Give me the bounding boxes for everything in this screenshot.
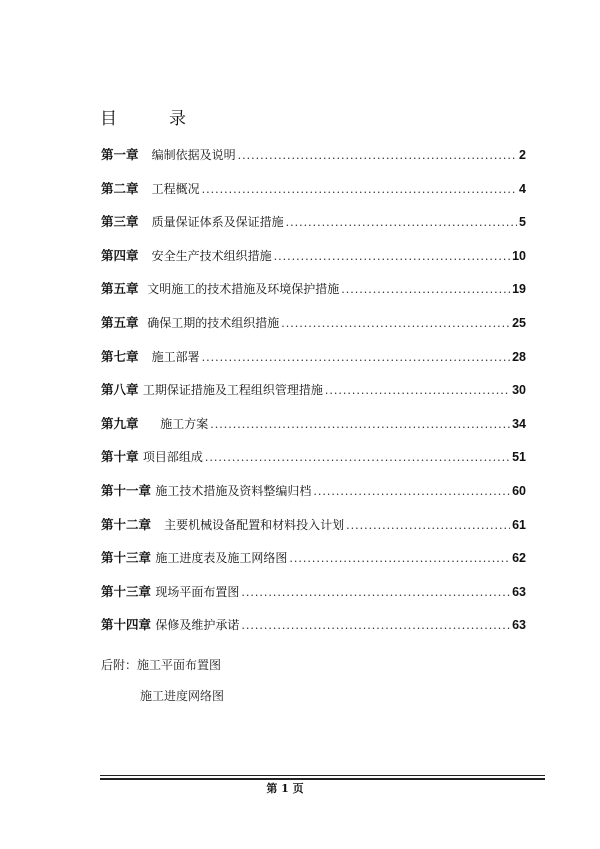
toc-entry-4[interactable] [101,246,526,280]
toc-entry-title: 工期保证措施及工程组织管理措施 [142,383,323,398]
toc-entry-title: 确保工期的技术组织措施 [147,315,280,330]
appendix-line-1: 后附：施工平面布置图 [101,658,222,672]
toc-leader-dots [241,619,510,632]
toc-chapter: 第一章 [101,147,139,162]
toc-chapter: 第十四章 [101,617,152,633]
toc-page-number: 25 [512,315,526,330]
toc-chapter: 第四章 [101,247,139,263]
toc-entry-title: 施工进度表及施工网络图 [155,551,288,566]
toc-page-number: 30 [512,383,526,398]
toc-chapter: 第九章 [101,415,139,431]
toc-entry-5[interactable] [101,279,526,313]
toc-heading-right: 录 [169,109,186,129]
toc-chapter: 第十三章 [101,550,152,566]
toc-leader-dots [205,451,510,464]
toc-heading [100,104,186,129]
toc-entry-title: 项目部组成 [142,450,203,465]
toc-page-number: 28 [512,349,526,364]
toc-chapter: 第十三章 [101,583,152,599]
toc-entry-title: 主要机械设备配置和材料投入计划 [164,517,345,532]
toc-chapter: 第三章 [101,214,139,230]
toc-entry-title: 施工技术措施及资料整编归档 [155,483,312,498]
toc-page-number: 60 [512,483,526,498]
toc-page-number: 10 [512,248,526,263]
toc-chapter: 第二章 [101,180,139,196]
toc-entry-title: 文明施工的技术措施及环境保护措施 [147,282,340,297]
toc-page-number: 34 [512,416,526,431]
toc-leader-dots [210,418,510,431]
appendix-line-2: 施工进度网络图 [140,689,225,703]
toc-leader-dots [289,552,510,565]
toc-leader-dots [325,384,510,397]
toc-chapter: 第八章 [101,382,139,398]
toc-entry-6[interactable] [101,313,526,347]
toc-entry-title: 施工方案 [160,416,209,431]
toc-page-number: 51 [512,450,526,465]
toc-page-number: 63 [512,618,526,633]
toc-page-number: 63 [512,584,526,599]
toc-entry-10[interactable] [101,447,526,481]
toc-leader-dots [274,250,511,263]
toc-leader-dots [202,183,517,196]
toc-leader-dots [286,216,517,229]
toc-entry-title: 工程概况 [151,181,200,196]
toc-entry-12[interactable] [101,515,526,549]
toc-page-number: 5 [519,215,526,230]
toc-entry-title: 现场平面布置图 [155,584,240,599]
toc-page-number: 2 [519,148,526,162]
page-number-footer: 第 1 页 [266,782,304,795]
toc-entry-11[interactable] [101,481,526,515]
toc-entry-8[interactable] [101,380,526,414]
toc-entry-3[interactable] [101,212,526,246]
toc-page-number: 61 [512,517,526,532]
toc-chapter: 第十一章 [101,482,152,498]
toc-entry-14[interactable] [101,582,526,616]
toc-entry-title: 保修及维护承诺 [155,618,240,633]
toc-entry-13[interactable] [101,548,526,582]
toc-leader-dots [238,149,517,162]
toc-heading-left: 目 [100,109,117,129]
toc-entry-title: 安全生产技术组织措施 [151,248,272,263]
toc-entry-9[interactable] [101,414,526,448]
toc-chapter: 第五章 [101,281,139,297]
toc-page-number: 4 [519,181,526,196]
footer-rule [100,775,545,776]
toc-entry-title: 施工部署 [151,349,200,364]
toc-entry-title: 质量保证体系及保证措施 [151,215,284,230]
toc-entry-15[interactable] [101,615,526,649]
toc-leader-dots [202,351,511,364]
toc-chapter: 第十章 [101,449,139,465]
toc-leader-dots [313,485,510,498]
toc-chapter: 第五章 [101,314,139,330]
toc-entry-7[interactable] [101,347,526,381]
toc-leader-dots [241,586,510,599]
toc-entry-2[interactable] [101,179,526,213]
toc-leader-dots [341,283,510,296]
toc-page-number: 62 [512,551,526,566]
toc-chapter: 第十二章 [101,516,152,532]
toc-entry-title: 编制依据及说明 [151,148,236,162]
toc-chapter: 第七章 [101,348,139,364]
toc-leader-dots [346,519,510,532]
toc-leader-dots [281,317,510,330]
toc-entry-1[interactable] [101,145,526,179]
toc-page-number: 19 [512,282,526,297]
toc-list [101,145,526,649]
